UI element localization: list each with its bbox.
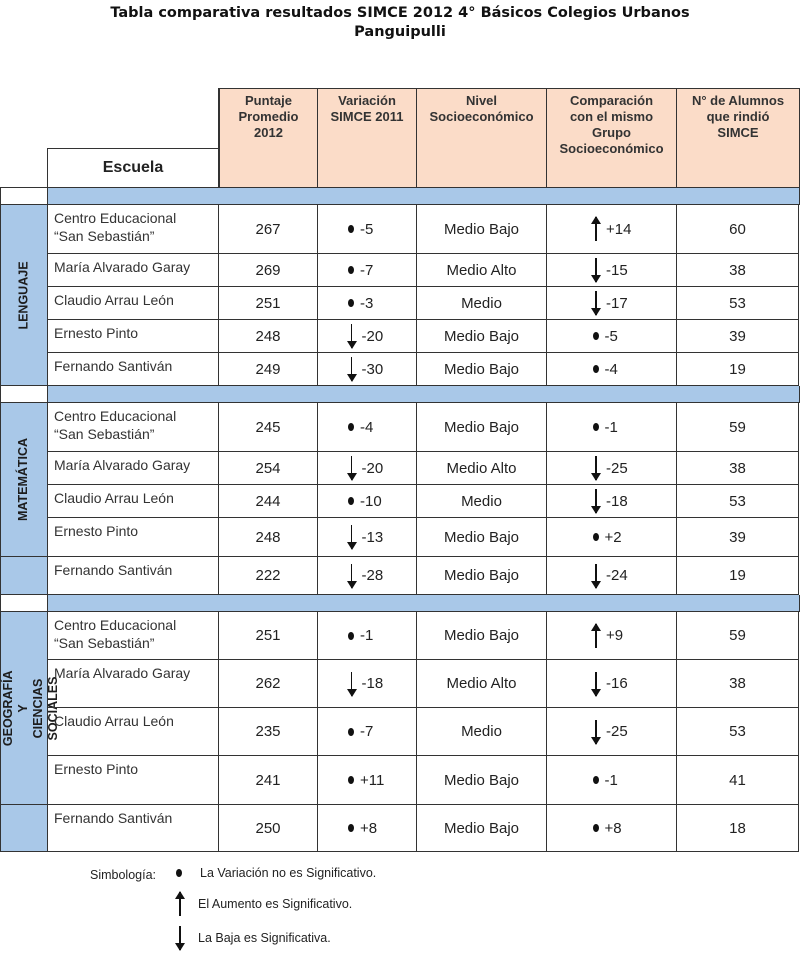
subject-cell [0, 612, 61, 805]
comparacion-value [547, 612, 677, 660]
nivel-value [417, 518, 547, 557]
variacion-text: -18 [361, 675, 384, 692]
comparacion-text: -25 [606, 723, 628, 740]
comparacion-text: -1 [604, 418, 618, 436]
school-name [48, 254, 219, 287]
variacion-text: -20 [361, 327, 384, 345]
puntaje-value [219, 756, 318, 805]
nivel-value [417, 353, 547, 386]
puntaje-value [219, 205, 318, 254]
variacion-value [318, 452, 417, 485]
header-escuela-label: Escuela [102, 159, 164, 176]
dot-icon [348, 728, 354, 736]
nivel-text: Medio Bajo [443, 418, 520, 436]
subject-label: GEOGRAFÍA Y CIENCIAS SOCIALES [1, 669, 61, 746]
header-variacion-label: Variación SIMCE 2011 [330, 93, 404, 124]
puntaje-value [219, 353, 318, 386]
variacion-text: -13 [361, 528, 384, 546]
puntaje-text: 254 [255, 459, 281, 477]
alumnos-value [677, 518, 799, 557]
alumnos-value [677, 403, 799, 452]
puntaje-text: 269 [255, 261, 281, 279]
legend-item-text: La Baja es Significativa. [198, 931, 331, 945]
variacion-text: -7 [360, 261, 374, 279]
subject-cell [0, 403, 48, 557]
nivel-text: Medio Bajo [443, 360, 520, 378]
comparacion-text: +9 [606, 627, 624, 644]
page-title [0, 4, 800, 42]
comparacion-value [547, 518, 677, 557]
school-name-text: Fernando Santiván [54, 562, 173, 578]
variacion-text: -28 [361, 567, 384, 584]
header-blank-corner [0, 148, 48, 188]
puntaje-value [219, 287, 318, 320]
school-name [48, 805, 219, 852]
puntaje-text: 251 [255, 627, 281, 644]
header-comparacion-label: Comparación con el mismo Grupo Socioeconómico [559, 93, 664, 156]
nivel-value [417, 205, 547, 254]
subject-cell [0, 205, 48, 386]
nivel-value [417, 452, 547, 485]
separator-blank [0, 386, 48, 403]
comparacion-text: -5 [604, 327, 618, 345]
nivel-text: Medio Bajo [443, 819, 520, 837]
alumnos-value [677, 287, 799, 320]
header-escuela [48, 148, 219, 188]
alumnos-value [677, 805, 799, 852]
school-name [48, 708, 219, 756]
alumnos-text: 53 [729, 723, 746, 740]
puntaje-value [219, 485, 318, 518]
school-name-text: Fernando Santiván [54, 358, 173, 374]
variacion-text: -7 [360, 723, 374, 740]
puntaje-text: 241 [255, 771, 281, 789]
alumnos-text: 41 [729, 771, 746, 789]
dot-icon [348, 423, 354, 431]
comparacion-text: +8 [604, 819, 622, 837]
comparacion-text: +2 [604, 528, 622, 546]
nivel-text: Medio Bajo [443, 327, 520, 345]
school-name [48, 557, 219, 595]
arrow-down-icon [591, 291, 600, 315]
variacion-text: -5 [360, 220, 374, 238]
comparacion-text: -4 [604, 360, 618, 378]
alumnos-value [677, 452, 799, 485]
arrow-down-icon [347, 357, 356, 381]
variacion-text: -10 [360, 492, 382, 510]
alumnos-value [677, 708, 799, 756]
nivel-value [417, 403, 547, 452]
header-puntaje [219, 88, 318, 188]
variacion-value [318, 403, 417, 452]
school-name-text: Claudio Arrau León [54, 292, 174, 308]
alumnos-value [677, 612, 799, 660]
nivel-text: Medio Bajo [443, 627, 520, 644]
nivel-text: Medio Alto [446, 459, 517, 477]
school-name [48, 287, 219, 320]
nivel-value [417, 287, 547, 320]
nivel-text: Medio [461, 294, 502, 312]
section-separator [48, 595, 800, 612]
alumnos-text: 39 [729, 528, 746, 546]
puntaje-value [219, 452, 318, 485]
alumnos-text: 53 [729, 492, 746, 510]
variacion-value [318, 805, 417, 852]
puntaje-value [219, 557, 318, 595]
header-comparacion [547, 88, 677, 188]
alumnos-text: 53 [729, 294, 746, 312]
arrow-down-icon [591, 489, 600, 513]
variacion-text: -30 [361, 360, 384, 378]
variacion-value [318, 756, 417, 805]
puntaje-text: 235 [255, 723, 281, 740]
variacion-value [318, 320, 417, 353]
comparacion-value [547, 756, 677, 805]
comparacion-value [547, 320, 677, 353]
nivel-value [417, 612, 547, 660]
nivel-text: Medio Bajo [443, 567, 520, 584]
puntaje-value [219, 320, 318, 353]
puntaje-text: 267 [255, 220, 281, 238]
nivel-value [417, 320, 547, 353]
legend-item [170, 866, 376, 880]
variacion-value [318, 557, 417, 595]
nivel-text: Medio Alto [446, 675, 517, 692]
puntaje-value [219, 805, 318, 852]
variacion-value [318, 254, 417, 287]
comparacion-value [547, 353, 677, 386]
variacion-text: +11 [360, 771, 385, 789]
dot-icon [348, 266, 354, 274]
title-line-1: Tabla comparativa resultados SIMCE 2012 4° Básicos Colegios Urbanos [110, 5, 690, 21]
nivel-text: Medio Bajo [443, 528, 520, 546]
nivel-text: Medio Alto [446, 261, 517, 279]
nivel-value [417, 660, 547, 708]
puntaje-text: 249 [255, 360, 281, 378]
arrow-up-icon [175, 892, 184, 916]
dot-icon [593, 824, 599, 832]
alumnos-value [677, 660, 799, 708]
puntaje-value [219, 612, 318, 660]
comparacion-value [547, 708, 677, 756]
school-name-text: Claudio Arrau León [54, 490, 174, 506]
separator-blank [0, 188, 48, 205]
alumnos-text: 59 [729, 627, 746, 644]
comparacion-value [547, 557, 677, 595]
alumnos-text: 38 [729, 459, 746, 477]
title-line-2: Panguipulli [354, 24, 446, 40]
nivel-text: Medio [461, 723, 502, 740]
comparacion-value [547, 452, 677, 485]
comparacion-value [547, 205, 677, 254]
school-name [48, 452, 219, 485]
legend-item-text: La Variación no es Significativo. [200, 866, 377, 880]
nivel-value [417, 708, 547, 756]
comparacion-value [547, 254, 677, 287]
dot-icon [348, 632, 354, 640]
school-name-text: Centro Educacional “San Sebastián” [54, 210, 177, 244]
school-name [48, 353, 219, 386]
arrow-down-icon [347, 324, 356, 348]
school-name [48, 518, 219, 557]
comparacion-text: -18 [606, 492, 628, 510]
dot-icon [348, 824, 354, 832]
comparacion-text: -1 [604, 771, 618, 789]
header-puntaje-label: Puntaje Promedio 2012 [238, 93, 299, 140]
school-name-text: Centro Educacional “San Sebastián” [54, 617, 177, 651]
comparacion-value [547, 485, 677, 518]
school-name-text: María Alvarado Garay [54, 259, 191, 275]
alumnos-text: 38 [729, 261, 746, 279]
alumnos-value [677, 254, 799, 287]
puntaje-text: 262 [255, 675, 281, 692]
alumnos-text: 39 [729, 327, 746, 345]
arrow-down-icon [347, 564, 356, 588]
nivel-text: Medio Bajo [443, 771, 520, 789]
nivel-value [417, 756, 547, 805]
nivel-value [417, 254, 547, 287]
school-name-text: Ernesto Pinto [54, 325, 139, 341]
comparacion-text: -17 [606, 294, 628, 312]
alumnos-value [677, 485, 799, 518]
nivel-value [417, 485, 547, 518]
variacion-text: +8 [360, 819, 378, 837]
alumnos-text: 38 [729, 675, 746, 692]
nivel-text: Medio Bajo [443, 220, 520, 238]
alumnos-value [677, 756, 799, 805]
school-name-text: Ernesto Pinto [54, 761, 139, 777]
comparacion-text: -24 [606, 567, 628, 584]
nivel-value [417, 557, 547, 595]
arrow-up-icon [591, 624, 600, 648]
header-variacion [318, 88, 417, 188]
dot-icon [593, 776, 599, 784]
variacion-text: -1 [360, 627, 374, 644]
school-name [48, 756, 219, 805]
comparacion-value [547, 403, 677, 452]
dot-icon [593, 365, 599, 373]
arrow-down-icon [175, 926, 184, 950]
variacion-value [318, 708, 417, 756]
puntaje-text: 245 [255, 418, 281, 436]
dot-icon [348, 776, 354, 784]
dot-icon [176, 869, 182, 877]
puntaje-text: 248 [255, 528, 281, 546]
subject-label: LENGUAJE [16, 260, 31, 330]
puntaje-value [219, 708, 318, 756]
school-name-text: María Alvarado Garay [54, 665, 191, 681]
variacion-value [318, 660, 417, 708]
subject-label: MATEMÁTICA [16, 437, 31, 522]
alumnos-value [677, 320, 799, 353]
puntaje-value [219, 254, 318, 287]
dot-icon [348, 225, 354, 233]
section-separator [48, 188, 800, 205]
puntaje-value [219, 518, 318, 557]
variacion-value [318, 612, 417, 660]
variacion-value [318, 518, 417, 557]
puntaje-text: 250 [255, 819, 281, 837]
variacion-text: -3 [360, 294, 374, 312]
legend [0, 862, 800, 953]
school-name [48, 403, 219, 452]
legend-item [170, 892, 352, 916]
dot-icon [348, 299, 354, 307]
variacion-value [318, 205, 417, 254]
alumnos-text: 59 [729, 418, 746, 436]
school-name-text: Centro Educacional “San Sebastián” [54, 408, 177, 442]
alumnos-value [677, 557, 799, 595]
arrow-up-icon [591, 217, 600, 241]
legend-item [170, 926, 331, 950]
puntaje-text: 222 [255, 567, 281, 584]
arrow-down-icon [347, 672, 356, 696]
header-alumnos-label: N° de Alumnos que rindió SIMCE [691, 93, 785, 140]
arrow-down-icon [591, 564, 600, 588]
school-name-text: Ernesto Pinto [54, 523, 139, 539]
section-separator [48, 386, 800, 403]
comparacion-text: -25 [606, 459, 628, 477]
comparacion-value [547, 805, 677, 852]
arrow-down-icon [347, 525, 356, 549]
alumnos-text: 18 [729, 819, 746, 837]
school-name [48, 320, 219, 353]
dot-icon [593, 332, 599, 340]
alumnos-text: 60 [729, 220, 746, 238]
variacion-value [318, 353, 417, 386]
variacion-text: -20 [361, 459, 384, 477]
alumnos-value [677, 353, 799, 386]
subject-cell-extra [0, 557, 48, 595]
results-table [0, 88, 800, 863]
arrow-down-icon [591, 456, 600, 480]
legend-item-text: El Aumento es Significativo. [198, 897, 353, 911]
variacion-value [318, 485, 417, 518]
alumnos-text: 19 [729, 567, 746, 584]
variacion-text: -4 [360, 418, 374, 436]
puntaje-text: 248 [255, 327, 281, 345]
nivel-value [417, 805, 547, 852]
puntaje-value [219, 403, 318, 452]
comparacion-text: -16 [606, 675, 628, 692]
arrow-down-icon [591, 258, 600, 282]
arrow-down-icon [591, 720, 600, 744]
school-name [48, 205, 219, 254]
nivel-text: Medio [461, 492, 502, 510]
school-name [48, 485, 219, 518]
header-nivel [417, 88, 547, 188]
comparacion-text: +14 [606, 220, 632, 238]
school-name-text: Fernando Santiván [54, 810, 173, 826]
separator-blank [0, 595, 48, 612]
comparacion-value [547, 660, 677, 708]
dot-icon [348, 497, 354, 505]
puntaje-text: 251 [255, 294, 281, 312]
puntaje-text: 244 [255, 492, 281, 510]
dot-icon [593, 423, 599, 431]
legend-label: Simbología: [90, 868, 157, 882]
alumnos-text: 19 [729, 360, 746, 378]
school-name-text: María Alvarado Garay [54, 457, 191, 473]
comparacion-value [547, 287, 677, 320]
header-alumnos [677, 88, 800, 188]
subject-cell-extra [0, 805, 48, 852]
arrow-down-icon [591, 672, 600, 696]
puntaje-value [219, 660, 318, 708]
school-name [48, 612, 219, 660]
comparacion-text: -15 [606, 261, 628, 279]
variacion-value [318, 287, 417, 320]
header-blank [0, 88, 219, 148]
school-name-text: Claudio Arrau León [54, 713, 174, 729]
school-name [48, 660, 219, 708]
arrow-down-icon [347, 456, 356, 480]
alumnos-value [677, 205, 799, 254]
dot-icon [593, 533, 599, 541]
header-nivel-label: Nivel Socioeconómico [429, 93, 534, 124]
